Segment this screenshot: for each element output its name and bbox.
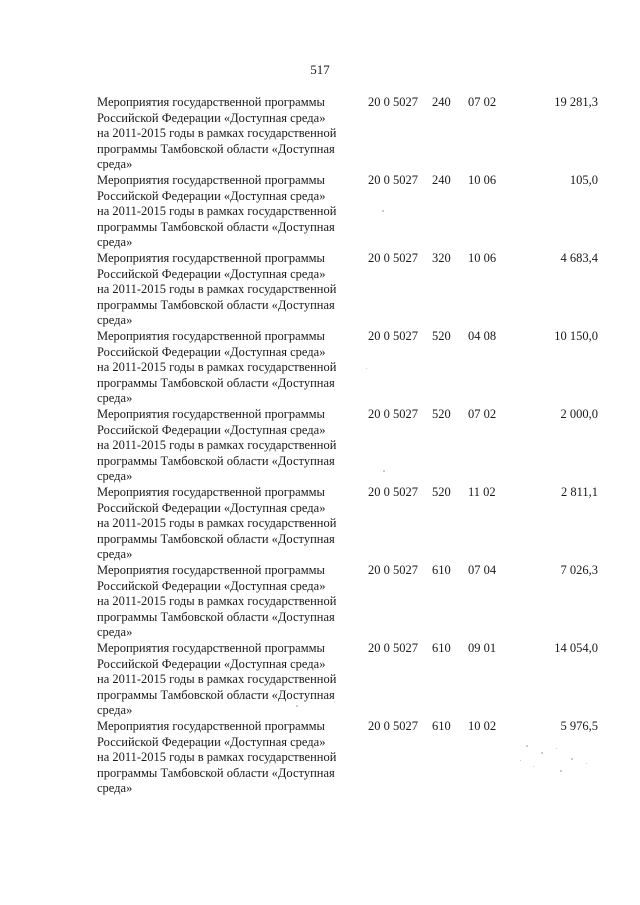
row-description [97, 407, 362, 485]
target-article-code: 20 0 5027 [368, 641, 418, 655]
table-row [0, 251, 640, 329]
section-subsection-code: 07 02 [468, 95, 497, 109]
amount: 7 026,3 [560, 563, 598, 577]
row-description [97, 719, 362, 797]
description-line: среда» [97, 547, 133, 562]
description-line: Мероприятия государственной программы [97, 407, 325, 421]
expense-type-code: 320 [432, 251, 451, 265]
description-line: программы Тамбовской области «Доступная [97, 141, 335, 156]
section-subsection-code: 10 06 [468, 251, 497, 265]
description-line: среда» [97, 157, 133, 172]
table-row [0, 407, 640, 485]
target-article-code: 20 0 5027 [368, 407, 418, 421]
description-line: на 2011-2015 годы в рамках государственной [97, 516, 337, 531]
row-description [97, 329, 362, 407]
description-line: на 2011-2015 годы в рамках государственной [97, 360, 337, 375]
table-row [0, 563, 640, 641]
section-subsection-code: 07 04 [468, 563, 497, 577]
description-line: Мероприятия государственной программы [97, 563, 325, 577]
description-line: на 2011-2015 годы в рамках государственной [97, 750, 337, 765]
section-subsection-code: 09 01 [468, 641, 497, 655]
amount: 2 000,0 [560, 407, 598, 421]
description-line: среда» [97, 313, 133, 328]
table-row [0, 95, 640, 173]
amount: 4 683,4 [560, 251, 598, 265]
amount: 19 281,3 [554, 95, 598, 109]
target-article-code: 20 0 5027 [368, 329, 418, 343]
row-description [97, 641, 362, 719]
description-line: среда» [97, 625, 133, 640]
expense-type-code: 610 [432, 563, 451, 577]
amount: 2 811,1 [560, 485, 598, 499]
description-line: Российской Федерации «Доступная среда» [97, 656, 326, 671]
description-line: Российской Федерации «Доступная среда» [97, 500, 326, 515]
expense-type-code: 240 [432, 173, 451, 187]
description-line: программы Тамбовской области «Доступная [97, 453, 335, 468]
expense-type-code: 520 [432, 329, 451, 343]
description-line: Мероприятия государственной программы [97, 251, 325, 265]
target-article-code: 20 0 5027 [368, 719, 418, 733]
row-description [97, 173, 362, 251]
description-line: Мероприятия государственной программы [97, 485, 325, 499]
page-number: 517 [310, 62, 330, 77]
row-description [97, 563, 362, 641]
target-article-code: 20 0 5027 [368, 173, 418, 187]
description-line: Российской Федерации «Доступная среда» [97, 578, 326, 593]
expense-type-code: 240 [432, 95, 451, 109]
description-line: среда» [97, 781, 133, 796]
section-subsection-code: 10 06 [468, 173, 497, 187]
table-row [0, 329, 640, 407]
expense-type-code: 610 [432, 719, 451, 733]
description-line: Мероприятия государственной программы [97, 329, 325, 343]
description-line: среда» [97, 703, 133, 718]
description-line: программы Тамбовской области «Доступная [97, 609, 335, 624]
description-line: на 2011-2015 годы в рамках государственной [97, 594, 337, 609]
expense-type-code: 610 [432, 641, 451, 655]
description-line: Российской Федерации «Доступная среда» [97, 734, 326, 749]
description-line: Мероприятия государственной программы [97, 95, 325, 109]
table-row [0, 719, 640, 797]
table-row [0, 485, 640, 563]
description-line: среда» [97, 235, 133, 250]
description-line: среда» [97, 391, 133, 406]
target-article-code: 20 0 5027 [368, 251, 418, 265]
description-line: программы Тамбовской области «Доступная [97, 219, 335, 234]
row-description [97, 95, 362, 173]
description-line: Российской Федерации «Доступная среда» [97, 344, 326, 359]
target-article-code: 20 0 5027 [368, 485, 418, 499]
description-line: на 2011-2015 годы в рамках государственной [97, 282, 337, 297]
description-line: на 2011-2015 годы в рамках государственной [97, 126, 337, 141]
description-line: Российской Федерации «Доступная среда» [97, 110, 326, 125]
section-subsection-code: 04 08 [468, 329, 497, 343]
description-line: на 2011-2015 годы в рамках государственной [97, 672, 337, 687]
description-line: Мероприятия государственной программы [97, 641, 325, 655]
description-line: Мероприятия государственной программы [97, 719, 325, 733]
row-description [97, 251, 362, 329]
table-row [0, 641, 640, 719]
target-article-code: 20 0 5027 [368, 95, 418, 109]
description-line: на 2011-2015 годы в рамках государственной [97, 438, 337, 453]
description-line: на 2011-2015 годы в рамках государственной [97, 204, 337, 219]
section-subsection-code: 07 02 [468, 407, 497, 421]
expense-type-code: 520 [432, 485, 451, 499]
description-line: программы Тамбовской области «Доступная [97, 765, 335, 780]
section-subsection-code: 11 02 [468, 485, 496, 499]
target-article-code: 20 0 5027 [368, 563, 418, 577]
description-line: программы Тамбовской области «Доступная [97, 297, 335, 312]
expense-type-code: 520 [432, 407, 451, 421]
description-line: Российской Федерации «Доступная среда» [97, 188, 326, 203]
budget-table [0, 95, 640, 797]
amount: 105,0 [569, 173, 598, 187]
description-line: Российской Федерации «Доступная среда» [97, 422, 326, 437]
description-line: программы Тамбовской области «Доступная [97, 687, 335, 702]
amount: 10 150,0 [554, 329, 598, 343]
table-row [0, 173, 640, 251]
description-line: среда» [97, 469, 133, 484]
description-line: Российской Федерации «Доступная среда» [97, 266, 326, 281]
row-description [97, 485, 362, 563]
amount: 5 976,5 [560, 719, 598, 733]
description-line: Мероприятия государственной программы [97, 173, 325, 187]
description-line: программы Тамбовской области «Доступная [97, 375, 335, 390]
description-line: программы Тамбовской области «Доступная [97, 531, 335, 546]
amount: 14 054,0 [554, 641, 598, 655]
section-subsection-code: 10 02 [468, 719, 497, 733]
